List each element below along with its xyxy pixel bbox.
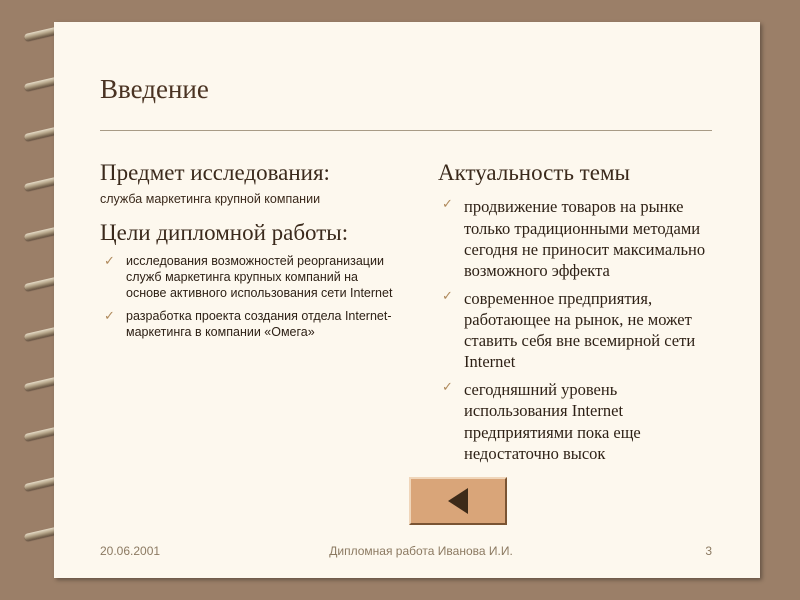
left-arrow-icon (448, 488, 468, 514)
list-item (438, 288, 718, 372)
footer-date: 20.06.2001 (100, 544, 161, 558)
list-item (100, 308, 400, 340)
slide-footer (100, 544, 712, 558)
check-icon: ✓ (442, 379, 453, 395)
check-icon: ✓ (104, 307, 115, 323)
list-item-text: сегодняшний уровень использования Internet предприятиями пока еще недостаточно высок (464, 380, 641, 463)
left-column (100, 160, 400, 347)
page-title: Введение (100, 74, 209, 104)
footer-page-number: 3 (705, 544, 712, 558)
list-item (438, 379, 718, 463)
subject-text: служба маркетинга крупной компании (100, 192, 321, 207)
relevance-heading: Актуальность темы (438, 160, 630, 185)
list-item (100, 253, 400, 301)
check-icon: ✓ (442, 196, 453, 212)
slide-page (54, 22, 760, 578)
goals-list (100, 253, 400, 340)
list-item-text: разработка проекта создания отдела Internet-маркетинга в компании «Омега» (126, 308, 392, 339)
list-item-text: современное предприятия, работающее на рынок, не может ставить себя вне всемирной сети Internet (464, 288, 696, 372)
check-icon: ✓ (442, 287, 453, 303)
title-divider (100, 130, 712, 131)
list-item-text: продвижение товаров на рынке только традиционными методами сегодня не приносит максимально возможного эффекта (464, 197, 706, 280)
list-item-text: исследования возможностей реорганизации служб маркетинга крупных компаний на основе активного использования сети Internet (126, 253, 393, 300)
goals-heading: Цели дипломной работы: (100, 220, 349, 246)
subject-heading: Предмет исследования: (100, 160, 330, 185)
relevance-list (438, 196, 718, 463)
back-button[interactable] (409, 477, 507, 525)
list-item (438, 196, 718, 280)
footer-title: Дипломная работа Иванова И.И. (329, 544, 513, 558)
check-icon: ✓ (104, 252, 115, 268)
right-column (438, 160, 718, 471)
